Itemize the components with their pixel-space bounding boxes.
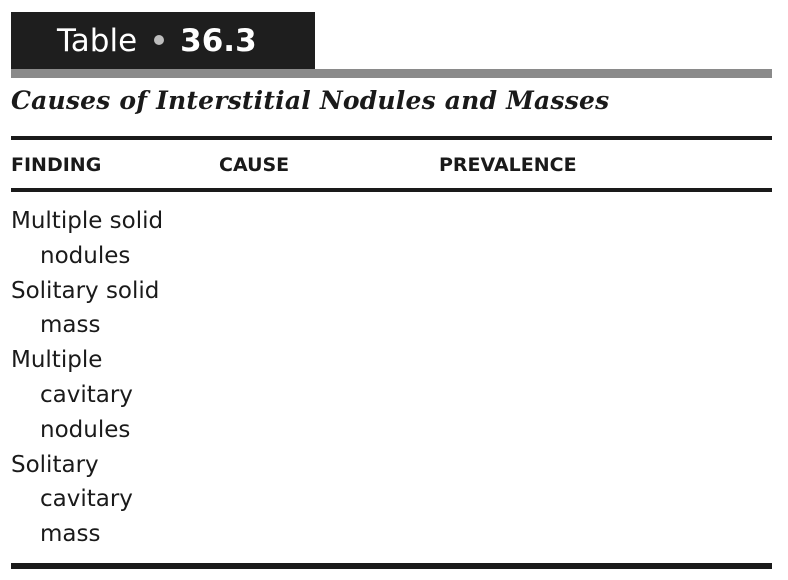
bullet-dot-icon	[154, 35, 164, 45]
finding-line: mass	[40, 521, 101, 548]
table-number-tag	[11, 12, 315, 69]
finding-line: Solitary solid	[11, 277, 160, 304]
finding-line: Solitary	[11, 451, 99, 478]
table-row	[11, 274, 163, 344]
table-tag-word: Table	[57, 22, 138, 59]
column-header-cause: CAUSE	[219, 154, 290, 176]
column-header-finding: FINDING	[11, 154, 102, 176]
header-rule	[11, 188, 772, 192]
finding-line: Multiple solid	[11, 208, 164, 234]
finding-line: mass	[40, 312, 101, 339]
column-header-prevalence: PREVALENCE	[439, 154, 577, 176]
table-row	[11, 448, 163, 552]
table-row	[11, 204, 163, 274]
bottom-rule	[11, 563, 772, 569]
finding-line: cavitary	[40, 486, 133, 513]
table-tag-number: 36.3	[180, 22, 257, 59]
title-rule	[11, 136, 772, 140]
finding-line: cavitary	[40, 381, 133, 408]
table-body	[11, 204, 163, 552]
finding-line: nodules	[40, 242, 131, 269]
header-grey-bar	[11, 69, 772, 78]
finding-line: nodules	[40, 416, 131, 443]
table-row	[11, 343, 163, 447]
table-title: Causes of Interstitial Nodules and Masses	[11, 86, 610, 115]
finding-line: Multiple	[11, 347, 103, 374]
